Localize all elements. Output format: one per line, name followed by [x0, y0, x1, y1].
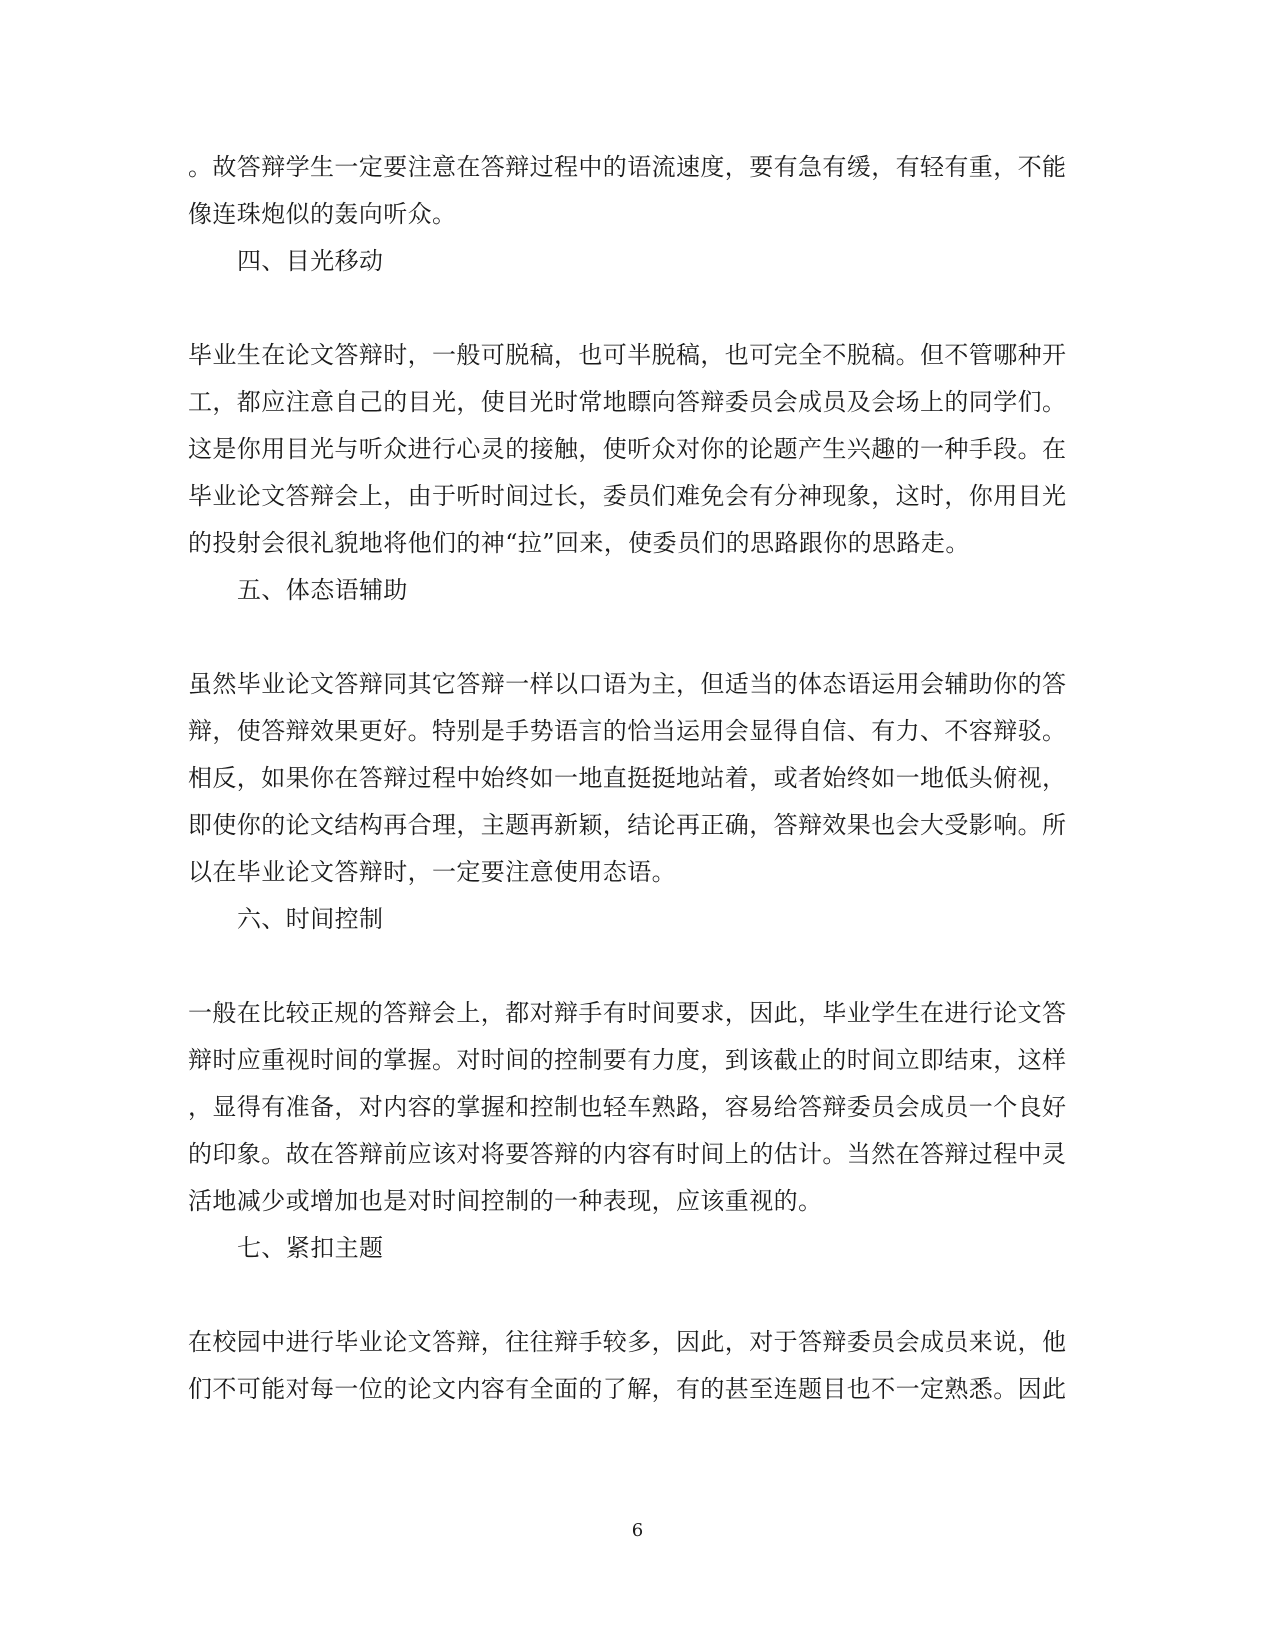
body-text-line: 虽然毕业论文答辩同其它答辩一样以口语为主，但适当的体态语运用会辅助你的答 — [188, 670, 1067, 698]
body-text-line: 。故答辩学生一定要注意在答辩过程中的语流速度，要有急有缓，有轻有重，不能 — [188, 153, 1067, 181]
body-text-line: 一般在比较正规的答辩会上，都对辩手有时间要求，因此，毕业学生在进行论文答 — [188, 999, 1067, 1027]
body-text-line: 们不可能对每一位的论文内容有全面的了解，有的甚至连题目也不一定熟悉。因此 — [188, 1375, 1067, 1403]
body-text-line: 毕业生在论文答辩时，一般可脱稿，也可半脱稿，也可完全不脱稿。但不管哪种开 — [188, 341, 1067, 369]
body-text-line: 以在毕业论文答辩时，一定要注意使用态语。 — [188, 858, 676, 886]
body-text-line: 像连珠炮似的轰向听众。 — [188, 200, 457, 228]
body-text-line: 的投射会很礼貌地将他们的神“拉”回来，使委员们的思路跟你的思路走。 — [188, 529, 970, 557]
page-number: 6 — [631, 1520, 644, 1541]
section-heading-7: 七、紧扣主题 — [237, 1234, 384, 1262]
body-text-line: 在校园中进行毕业论文答辩，往往辩手较多，因此，对于答辩委员会成员来说，他 — [188, 1328, 1067, 1356]
body-text-line: 工，都应注意自己的目光，使目光时常地瞟向答辩委员会成员及会场上的同学们。 — [188, 388, 1067, 416]
body-text-line: 毕业论文答辩会上，由于听时间过长，委员们难免会有分神现象，这时，你用目光 — [188, 482, 1067, 510]
section-heading-4: 四、目光移动 — [237, 247, 384, 275]
body-text-line: 的印象。故在答辩前应该对将要答辩的内容有时间上的估计。当然在答辩过程中灵 — [188, 1140, 1067, 1168]
body-text-line: 即使你的论文结构再合理，主题再新颖，结论再正确，答辩效果也会大受影响。所 — [188, 811, 1067, 839]
body-text-line: 辩，使答辩效果更好。特别是手势语言的恰当运用会显得自信、有力、不容辩驳。 — [188, 717, 1067, 745]
section-heading-5: 五、体态语辅助 — [237, 576, 408, 604]
body-text-line: 活地减少或增加也是对时间控制的一种表现，应该重视的。 — [188, 1187, 823, 1215]
body-text-line: 这是你用目光与听众进行心灵的接触，使听众对你的论题产生兴趣的一种手段。在 — [188, 435, 1067, 463]
section-heading-6: 六、时间控制 — [237, 905, 384, 933]
body-text-line: 相反，如果你在答辩过程中始终如一地直挺挺地站着，或者始终如一地低头俯视， — [188, 764, 1067, 792]
body-text-line: 辩时应重视时间的掌握。对时间的控制要有力度，到该截止的时间立即结束，这样 — [188, 1046, 1067, 1074]
body-text-line: ，显得有准备，对内容的掌握和控制也轻车熟路，容易给答辩委员会成员一个良好 — [188, 1093, 1067, 1121]
